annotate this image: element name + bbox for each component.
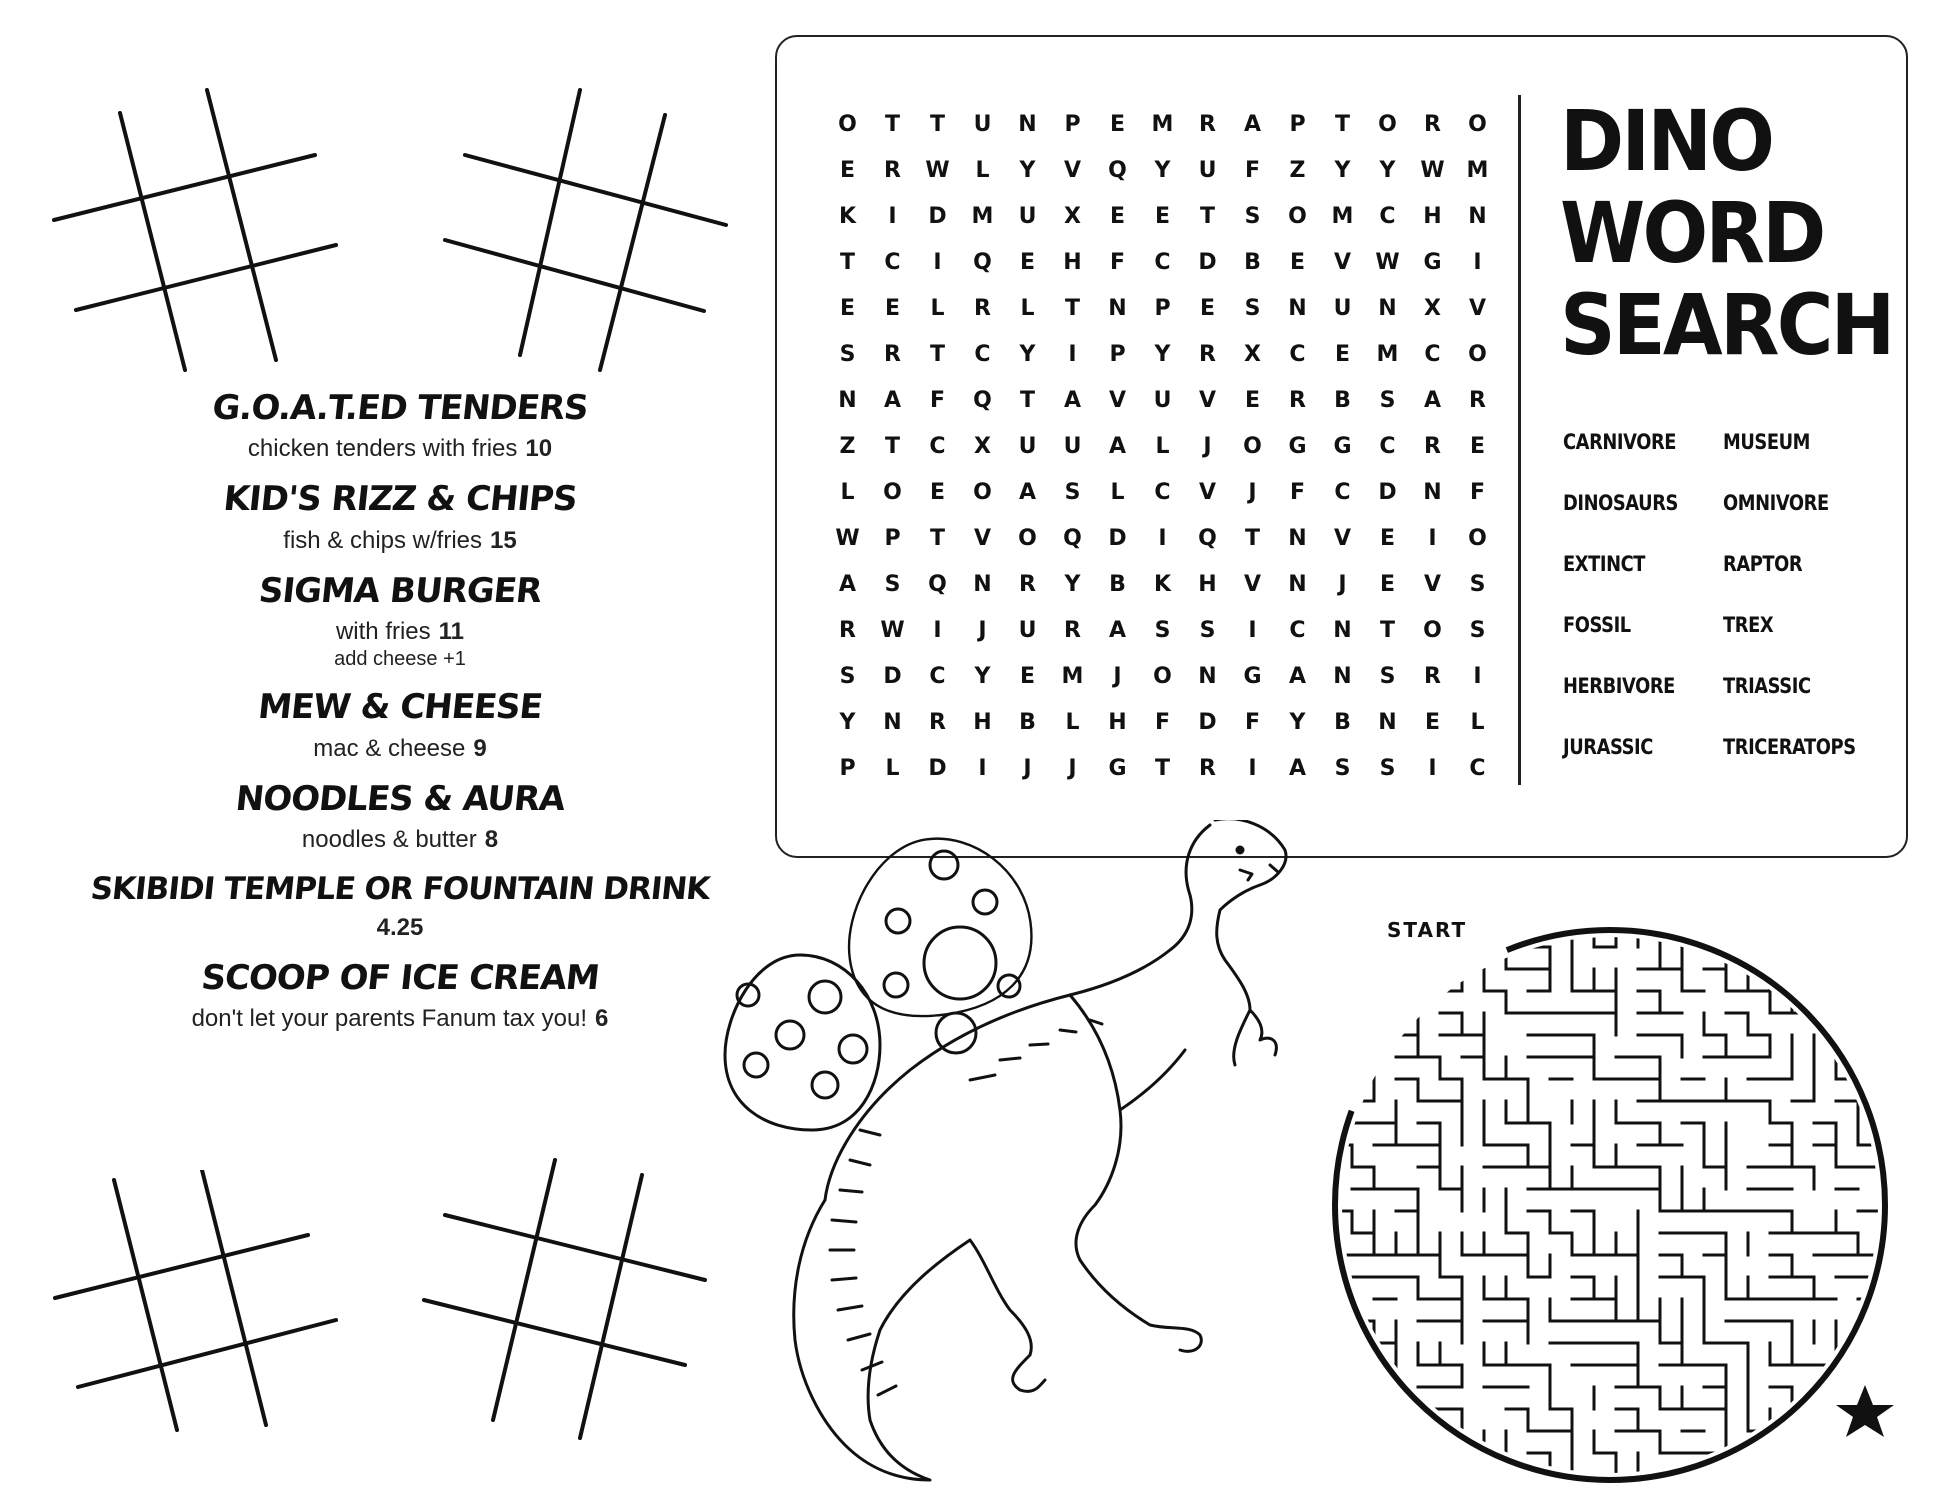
- word-search-grid[interactable]: [825, 102, 1500, 792]
- letter-cell[interactable]: X: [1244, 342, 1261, 367]
- letter-cell[interactable]: V: [1333, 526, 1352, 551]
- letter-cell[interactable]: P: [1064, 112, 1081, 137]
- letter-cell[interactable]: Q: [1108, 158, 1127, 183]
- letter-cell[interactable]: A: [1243, 112, 1262, 137]
- letter-cell[interactable]: W: [1420, 158, 1445, 183]
- letter-cell[interactable]: I: [1248, 756, 1257, 781]
- menu-item: [60, 570, 740, 671]
- letter-cell[interactable]: E: [1424, 710, 1441, 735]
- letter-cell[interactable]: S: [1244, 296, 1261, 321]
- letter-cell[interactable]: I: [1068, 342, 1077, 367]
- letter-cell[interactable]: M: [971, 204, 994, 229]
- letter-cell[interactable]: S: [1469, 618, 1486, 643]
- letter-cell[interactable]: I: [1473, 664, 1482, 689]
- letter-cell[interactable]: D: [928, 756, 947, 781]
- letter-cell[interactable]: E: [1109, 204, 1126, 229]
- letter-cell[interactable]: T: [1244, 526, 1260, 551]
- title-line: DINO: [1560, 92, 1773, 190]
- letter-cell[interactable]: U: [1018, 204, 1037, 229]
- letter-cell[interactable]: I: [1158, 526, 1167, 551]
- letter-cell[interactable]: H: [973, 710, 992, 735]
- letter-cell[interactable]: N: [1333, 664, 1352, 689]
- letter-cell[interactable]: T: [1334, 112, 1350, 137]
- letter-cell[interactable]: P: [884, 526, 901, 551]
- menu-item: [60, 689, 740, 762]
- letter-cell[interactable]: I: [933, 250, 942, 275]
- letter-cell[interactable]: Q: [928, 572, 947, 597]
- letter-cell[interactable]: M: [1151, 112, 1174, 137]
- letter-cell[interactable]: V: [973, 526, 992, 551]
- tic-tac-toe-bottom-left[interactable]: [50, 1170, 350, 1470]
- letter-cell[interactable]: Y: [1334, 158, 1351, 183]
- letter-cell[interactable]: U: [1063, 434, 1082, 459]
- letter-cell[interactable]: G: [1108, 756, 1127, 781]
- word-list-item: RAPTOR: [1723, 552, 1803, 576]
- letter-cell[interactable]: G: [1423, 250, 1442, 275]
- letter-cell[interactable]: C: [1424, 342, 1441, 367]
- star-icon: [1836, 1385, 1894, 1437]
- letter-cell[interactable]: I: [933, 618, 942, 643]
- menu-item-desc-text: don't let your parents Fanum tax you!: [191, 1005, 588, 1033]
- letter-cell[interactable]: S: [1469, 572, 1486, 597]
- letter-cell[interactable]: S: [1244, 204, 1261, 229]
- letter-cell[interactable]: W: [880, 618, 905, 643]
- letter-cell[interactable]: D: [1108, 526, 1127, 551]
- letter-cell[interactable]: E: [1154, 204, 1171, 229]
- letter-cell[interactable]: O: [883, 480, 902, 505]
- letter-cell[interactable]: U: [973, 112, 992, 137]
- letter-cell[interactable]: U: [1018, 434, 1037, 459]
- letter-cell[interactable]: I: [1248, 618, 1257, 643]
- letter-cell[interactable]: B: [1109, 572, 1126, 597]
- title-line: SEARCH: [1560, 276, 1893, 374]
- menu-item-price: 8: [484, 825, 499, 853]
- letter-cell[interactable]: E: [1334, 342, 1351, 367]
- letter-cell[interactable]: R: [1424, 664, 1441, 689]
- letter-cell[interactable]: G: [1333, 434, 1352, 459]
- letter-cell[interactable]: I: [1428, 756, 1437, 781]
- menu-item: [60, 481, 740, 554]
- menu-item-price-line: 4.25: [376, 914, 424, 942]
- letter-cell[interactable]: S: [1379, 388, 1396, 413]
- menu-item-description: [60, 527, 740, 555]
- word-list-item: FOSSIL: [1563, 613, 1631, 637]
- letter-cell[interactable]: M: [1466, 158, 1489, 183]
- letter-cell[interactable]: O: [1378, 112, 1397, 137]
- letter-cell[interactable]: L: [1020, 296, 1035, 321]
- letter-cell[interactable]: R: [884, 342, 901, 367]
- menu-item: [60, 872, 740, 942]
- letter-cell[interactable]: S: [1199, 618, 1216, 643]
- letter-cell[interactable]: R: [1199, 342, 1216, 367]
- letter-cell[interactable]: S: [1154, 618, 1171, 643]
- letter-cell[interactable]: O: [1468, 526, 1487, 551]
- word-list-item: EXTINCT: [1563, 552, 1646, 576]
- letter-cell[interactable]: D: [1198, 250, 1217, 275]
- letter-cell[interactable]: V: [1198, 480, 1217, 505]
- letter-cell[interactable]: T: [839, 250, 855, 275]
- letter-cell[interactable]: J: [1248, 480, 1257, 505]
- letter-cell[interactable]: R: [929, 710, 946, 735]
- letter-cell[interactable]: H: [1198, 572, 1217, 597]
- letter-cell[interactable]: I: [1473, 250, 1482, 275]
- letter-cell[interactable]: S: [1379, 756, 1396, 781]
- menu-item-note: add cheese +1: [334, 648, 466, 671]
- letter-cell[interactable]: O: [1243, 434, 1262, 459]
- letter-cell[interactable]: L: [1110, 480, 1125, 505]
- letter-cell[interactable]: T: [929, 112, 945, 137]
- letter-cell[interactable]: A: [1288, 664, 1307, 689]
- word-list: [1563, 430, 1883, 796]
- letter-cell[interactable]: N: [973, 572, 992, 597]
- menu-item-desc-text: chicken tenders with fries: [247, 435, 518, 463]
- letter-cell[interactable]: V: [1423, 572, 1442, 597]
- letter-cell[interactable]: L: [840, 480, 855, 505]
- letter-cell[interactable]: X: [1424, 296, 1441, 321]
- menu-item-description: [60, 735, 740, 763]
- letter-cell[interactable]: W: [1375, 250, 1400, 275]
- letter-cell[interactable]: N: [1378, 296, 1397, 321]
- maze-puzzle[interactable]: [1320, 905, 1920, 1505]
- letter-cell[interactable]: N: [1108, 296, 1127, 321]
- letter-cell[interactable]: A: [1063, 388, 1082, 413]
- menu-item-desc-text: fish & chips w/fries: [283, 526, 483, 554]
- letter-cell[interactable]: P: [1109, 342, 1126, 367]
- menu-item: [60, 778, 740, 854]
- letter-cell[interactable]: F: [1244, 710, 1261, 735]
- word-list-item: MUSEUM: [1723, 430, 1811, 454]
- letter-cell[interactable]: T: [884, 112, 900, 137]
- letter-cell[interactable]: P: [1154, 296, 1171, 321]
- letter-cell[interactable]: Q: [973, 388, 992, 413]
- menu-item-description: [60, 618, 740, 646]
- letter-cell[interactable]: Y: [1064, 572, 1081, 597]
- letter-cell[interactable]: F: [929, 388, 946, 413]
- letter-cell[interactable]: D: [928, 204, 947, 229]
- letter-cell[interactable]: T: [1019, 388, 1035, 413]
- menu-item: [60, 390, 740, 463]
- letter-cell[interactable]: O: [1288, 204, 1307, 229]
- letter-cell[interactable]: T: [929, 526, 945, 551]
- letter-cell[interactable]: E: [884, 296, 901, 321]
- letter-cell[interactable]: A: [838, 572, 857, 597]
- letter-cell[interactable]: S: [884, 572, 901, 597]
- word-search-title: [1560, 92, 1893, 374]
- letter-cell[interactable]: E: [1379, 572, 1396, 597]
- letter-cell[interactable]: F: [1289, 480, 1306, 505]
- letter-cell[interactable]: F: [1109, 250, 1126, 275]
- letter-cell[interactable]: S: [839, 664, 856, 689]
- letter-cell[interactable]: R: [1469, 388, 1486, 413]
- letter-cell[interactable]: O: [1153, 664, 1172, 689]
- letter-cell[interactable]: T: [1064, 296, 1080, 321]
- letter-cell[interactable]: N: [1468, 204, 1487, 229]
- letter-cell[interactable]: N: [1288, 526, 1307, 551]
- letter-cell[interactable]: V: [1063, 158, 1082, 183]
- letter-cell[interactable]: R: [1199, 756, 1216, 781]
- word-list-item: CARNIVORE: [1563, 430, 1677, 454]
- letter-cell[interactable]: C: [884, 250, 901, 275]
- letter-cell[interactable]: S: [1334, 756, 1351, 781]
- letter-cell[interactable]: W: [835, 526, 860, 551]
- letter-cell[interactable]: C: [1334, 480, 1351, 505]
- menu-item-price: 11: [438, 618, 465, 646]
- letter-cell[interactable]: O: [1468, 342, 1487, 367]
- letter-cell[interactable]: N: [1333, 618, 1352, 643]
- letter-cell[interactable]: R: [839, 618, 856, 643]
- letter-cell[interactable]: S: [839, 342, 856, 367]
- letter-cell[interactable]: E: [1109, 112, 1126, 137]
- letter-cell[interactable]: R: [1019, 572, 1036, 597]
- letter-cell[interactable]: V: [1243, 572, 1262, 597]
- letter-cell[interactable]: N: [1018, 112, 1037, 137]
- letter-cell[interactable]: N: [1288, 296, 1307, 321]
- word-list-item: TRICERATOPS: [1723, 735, 1856, 759]
- letter-cell[interactable]: A: [1108, 618, 1127, 643]
- letter-cell[interactable]: O: [1468, 112, 1487, 137]
- kids-menu: [60, 390, 740, 1051]
- letter-cell[interactable]: M: [1061, 664, 1084, 689]
- letter-cell[interactable]: V: [1333, 250, 1352, 275]
- letter-cell[interactable]: T: [929, 342, 945, 367]
- letter-cell[interactable]: D: [1198, 710, 1217, 735]
- letter-cell[interactable]: H: [1063, 250, 1082, 275]
- letter-cell[interactable]: O: [1423, 618, 1442, 643]
- letter-cell[interactable]: M: [1376, 342, 1399, 367]
- letter-cell[interactable]: A: [1423, 388, 1442, 413]
- letter-cell[interactable]: E: [839, 296, 856, 321]
- letter-cell[interactable]: G: [1243, 664, 1262, 689]
- menu-item-price: 10: [525, 435, 553, 463]
- tic-tac-toe-top-left[interactable]: [50, 85, 350, 385]
- letter-cell[interactable]: R: [1424, 434, 1441, 459]
- word-list-item: DINOSAURS: [1563, 491, 1678, 515]
- letter-cell[interactable]: M: [1331, 204, 1354, 229]
- letter-cell[interactable]: H: [1108, 710, 1127, 735]
- letter-cell[interactable]: N: [1288, 572, 1307, 597]
- letter-cell[interactable]: O: [838, 112, 857, 137]
- letter-cell[interactable]: A: [1018, 480, 1037, 505]
- menu-item-price: 15: [490, 526, 517, 554]
- letter-cell[interactable]: Y: [974, 664, 991, 689]
- letter-cell[interactable]: K: [838, 204, 857, 229]
- letter-cell[interactable]: L: [1065, 710, 1080, 735]
- letter-cell[interactable]: J: [1023, 756, 1032, 781]
- menu-item: [60, 960, 740, 1033]
- letter-cell[interactable]: H: [1423, 204, 1442, 229]
- letter-cell[interactable]: E: [1019, 664, 1036, 689]
- letter-cell[interactable]: Q: [1063, 526, 1082, 551]
- letter-cell[interactable]: U: [1018, 618, 1037, 643]
- letter-cell[interactable]: Q: [1198, 526, 1217, 551]
- menu-item-title: SKIBIDI TEMPLE OR FOUNTAIN DRINK: [88, 870, 712, 907]
- letter-cell[interactable]: A: [883, 388, 902, 413]
- letter-cell[interactable]: I: [1428, 526, 1437, 551]
- letter-cell[interactable]: I: [978, 756, 987, 781]
- letter-cell[interactable]: B: [1334, 388, 1351, 413]
- word-list-item: HERBIVORE: [1563, 674, 1675, 698]
- letter-cell[interactable]: S: [1064, 480, 1081, 505]
- letter-cell[interactable]: C: [1154, 480, 1171, 505]
- menu-item-description: [60, 826, 740, 854]
- letter-cell[interactable]: E: [1019, 250, 1036, 275]
- letter-cell[interactable]: N: [1198, 664, 1217, 689]
- menu-item-desc-text: with fries: [335, 618, 431, 646]
- letter-cell[interactable]: L: [1155, 434, 1170, 459]
- letter-cell[interactable]: J: [978, 618, 987, 643]
- letter-cell[interactable]: L: [930, 296, 945, 321]
- letter-cell[interactable]: R: [1199, 112, 1216, 137]
- letter-cell[interactable]: B: [1019, 710, 1036, 735]
- menu-item-title: SCOOP OF ICE CREAM: [199, 958, 601, 999]
- menu-item-description: [60, 1005, 740, 1033]
- letter-cell[interactable]: V: [1108, 388, 1127, 413]
- menu-item-title: G.O.A.T.ED TENDERS: [210, 388, 590, 428]
- letter-cell[interactable]: E: [1199, 296, 1216, 321]
- letter-cell[interactable]: L: [1470, 710, 1485, 735]
- letter-cell[interactable]: R: [1424, 112, 1441, 137]
- word-search-divider: [1518, 95, 1521, 785]
- tic-tac-toe-bottom-right[interactable]: [420, 1150, 720, 1450]
- letter-cell[interactable]: I: [888, 204, 897, 229]
- menu-item-title: NOODLES & AURA: [233, 778, 567, 819]
- letter-cell[interactable]: J: [1338, 572, 1347, 597]
- letter-cell[interactable]: E: [929, 480, 946, 505]
- letter-cell[interactable]: T: [884, 434, 900, 459]
- letter-cell[interactable]: E: [1289, 250, 1306, 275]
- letter-cell[interactable]: Z: [1289, 158, 1306, 183]
- menu-item-price: 9: [473, 734, 487, 762]
- letter-cell[interactable]: D: [883, 664, 902, 689]
- letter-cell[interactable]: U: [1153, 388, 1172, 413]
- letter-cell[interactable]: F: [1469, 480, 1486, 505]
- letter-cell[interactable]: N: [838, 388, 857, 413]
- letter-cell[interactable]: J: [1203, 434, 1212, 459]
- letter-cell[interactable]: C: [929, 664, 946, 689]
- word-list-item: TRIASSIC: [1723, 674, 1811, 698]
- letter-cell[interactable]: S: [1379, 664, 1396, 689]
- letter-cell[interactable]: R: [1289, 388, 1306, 413]
- tic-tac-toe-top-right[interactable]: [440, 85, 740, 385]
- letter-cell[interactable]: Y: [1379, 158, 1396, 183]
- letter-cell[interactable]: Z: [839, 434, 856, 459]
- letter-cell[interactable]: C: [1154, 250, 1171, 275]
- letter-cell[interactable]: C: [1379, 434, 1396, 459]
- letter-cell[interactable]: Q: [973, 250, 992, 275]
- letter-cell[interactable]: A: [1288, 756, 1307, 781]
- title-line: WORD: [1560, 184, 1824, 282]
- letter-cell[interactable]: L: [885, 756, 900, 781]
- letter-cell[interactable]: A: [1108, 434, 1127, 459]
- letter-cell[interactable]: D: [1378, 480, 1397, 505]
- letter-cell[interactable]: F: [1244, 158, 1261, 183]
- letter-cell[interactable]: T: [1379, 618, 1395, 643]
- letter-cell[interactable]: T: [1154, 756, 1170, 781]
- letter-cell[interactable]: K: [1153, 572, 1172, 597]
- t-rex-illustration: [770, 820, 1370, 1500]
- letter-cell[interactable]: P: [1289, 112, 1306, 137]
- letter-cell[interactable]: O: [1018, 526, 1037, 551]
- letter-cell[interactable]: E: [1469, 434, 1486, 459]
- word-list-item: JURASSIC: [1563, 735, 1653, 759]
- letter-cell[interactable]: B: [1244, 250, 1261, 275]
- letter-cell[interactable]: C: [929, 434, 946, 459]
- letter-cell[interactable]: Y: [839, 710, 856, 735]
- letter-cell[interactable]: C: [1289, 618, 1306, 643]
- letter-cell[interactable]: V: [1198, 388, 1217, 413]
- letter-cell[interactable]: E: [1244, 388, 1261, 413]
- letter-cell[interactable]: X: [1064, 204, 1081, 229]
- word-list-item: OMNIVORE: [1723, 491, 1829, 515]
- letter-cell[interactable]: J: [1113, 664, 1122, 689]
- letter-cell[interactable]: F: [1154, 710, 1171, 735]
- letter-cell[interactable]: U: [1333, 296, 1352, 321]
- menu-item-desc-text: noodles & butter: [301, 825, 477, 853]
- letter-cell[interactable]: B: [1334, 710, 1351, 735]
- menu-item-title: KID'S RIZZ & CHIPS: [221, 479, 579, 520]
- letter-cell[interactable]: J: [1068, 756, 1077, 781]
- letter-cell[interactable]: C: [1289, 342, 1306, 367]
- letter-cell[interactable]: V: [1468, 296, 1487, 321]
- letter-cell[interactable]: X: [974, 434, 991, 459]
- letter-cell[interactable]: R: [884, 158, 901, 183]
- letter-cell[interactable]: U: [1198, 158, 1217, 183]
- letter-cell[interactable]: C: [1469, 756, 1486, 781]
- maze-start-label: START: [1387, 918, 1468, 942]
- letter-cell[interactable]: Y: [1019, 342, 1036, 367]
- letter-cell[interactable]: Y: [1289, 710, 1306, 735]
- menu-item-description: [60, 435, 740, 463]
- word-list-item: TREX: [1723, 613, 1774, 637]
- letter-cell[interactable]: N: [883, 710, 902, 735]
- letter-cell[interactable]: Y: [1019, 158, 1036, 183]
- letter-cell[interactable]: C: [1379, 204, 1396, 229]
- letter-cell[interactable]: R: [974, 296, 991, 321]
- letter-cell[interactable]: E: [1379, 526, 1396, 551]
- letter-cell[interactable]: T: [1199, 204, 1215, 229]
- letter-cell[interactable]: O: [973, 480, 992, 505]
- letter-cell[interactable]: P: [839, 756, 856, 781]
- letter-cell[interactable]: Y: [1154, 158, 1171, 183]
- letter-cell[interactable]: E: [839, 158, 856, 183]
- letter-cell[interactable]: N: [1378, 710, 1397, 735]
- letter-cell[interactable]: W: [925, 158, 950, 183]
- letter-cell[interactable]: Y: [1154, 342, 1171, 367]
- letter-cell[interactable]: N: [1423, 480, 1442, 505]
- letter-cell[interactable]: G: [1288, 434, 1307, 459]
- menu-item-desc-text: mac & cheese: [313, 734, 466, 762]
- menu-item-title: SIGMA BURGER: [256, 570, 544, 611]
- letter-cell[interactable]: R: [1064, 618, 1081, 643]
- letter-cell[interactable]: L: [975, 158, 990, 183]
- menu-item-title: MEW & CHEESE: [256, 687, 544, 728]
- menu-item-price: 6: [595, 1005, 609, 1033]
- letter-cell[interactable]: C: [974, 342, 991, 367]
